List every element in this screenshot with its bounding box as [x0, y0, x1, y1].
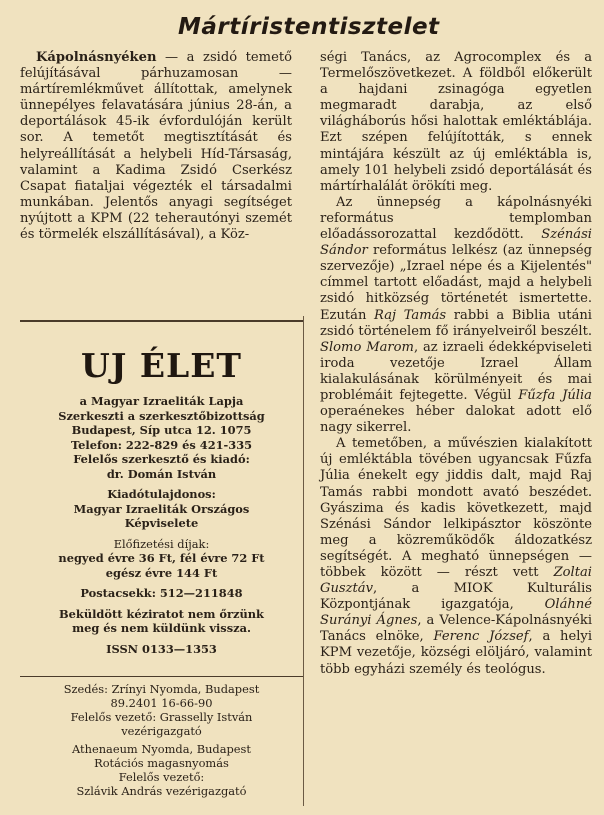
column-divider [303, 316, 304, 806]
newspaper-logo: UJ ÉLET [81, 346, 242, 385]
masthead-notice: meg és nem küldünk vissza. [72, 621, 251, 635]
masthead-line: Előfizetési díjak: [113, 536, 210, 551]
article-text: , a MIOK Kulturális Központjának igazgatója, [320, 581, 592, 613]
person-name: Ferenc József [433, 629, 529, 645]
masthead-prices: negyed évre 36 Ft, fél évre 72 Ft [58, 551, 265, 565]
article-text: rabbi a Biblia utáni zsidó történelem fő irányelveiről beszélt. [320, 307, 592, 339]
person-name: Fűzfa Júlia [518, 387, 592, 403]
person-name: Slomo Marom [320, 339, 414, 355]
imprint-line: Rotációs magasnyomás [94, 756, 229, 770]
masthead-notice: Beküldött kéziratot nem őrzünk [59, 606, 264, 621]
masthead-box [20, 330, 303, 656]
masthead-line: Felelős szerkesztő és kiadó: [73, 452, 250, 466]
article-headline: Mártíristentisztelet [178, 14, 440, 40]
masthead-line: Magyar Izraeliták Országos [73, 501, 250, 516]
article-text: , az izraeli édekképviseleti iroda vezetője Izrael Állam kialakulásának körülményeit és mai problémáit fejtegette. Végül [320, 339, 592, 403]
imprint-line: Felelős vezető: [118, 770, 205, 784]
imprint-line: Felelős vezető: Grasselly István [70, 710, 253, 724]
article-paragraph [320, 436, 592, 677]
masthead-subtitle: a Magyar Izraeliták Lapja [79, 394, 244, 408]
imprint-line: 89.2401 16-66-90 [110, 696, 213, 710]
imprint-line: Szlávik András vezérigazgató [76, 784, 247, 798]
article-lead-word: Kápolnásnyéken [36, 50, 157, 65]
person-name: Raj Tamás [374, 307, 447, 323]
article-paragraph: ségi Tanács, az Agrocomplex és a Termelőszövetkezet. A földből előkerült a hajdani zsinagóga egyetlen megmaradt darabja, az első világháborús hősi halottak emléktáblája. Ezt szépen felújították, s ennek mintájára készült az új emléktábla is, amely 101 helybeli zsidó deportálását és mártírhalálát örökíti meg. [320, 50, 592, 194]
article-text: Az ünnepség a kápolnásnyéki református templomban előadássorozattal kezdődött. [320, 194, 592, 243]
person-name: Szénási Sándor [320, 227, 592, 259]
masthead-line: Kiadótulajdonos: [107, 487, 216, 501]
article-text: operaénekes héber dalokat adott elő nagy sikerrel. [320, 404, 592, 436]
masthead-phone: Telefon: 222-829 és 421-335 [70, 437, 253, 452]
article-text: református lelkész (az ünnepség szervezője) „Izrael népe és a Kijelentés" címmel tartott előadást, majd a helybeli zsidó hitközség történetét ismertette. Ezután [320, 243, 592, 323]
person-name: Oláhné Surányi Ágnes [320, 597, 592, 629]
masthead-line: Szerkeszti a szerkesztőbizottság [58, 408, 265, 423]
masthead-editor: dr. Domán István [106, 466, 217, 481]
article-right-column [320, 50, 592, 678]
footer-rule [20, 676, 303, 677]
article-paragraph [20, 50, 292, 243]
masthead-issn: ISSN 0133—1353 [106, 641, 217, 656]
article-left-column [20, 50, 292, 243]
masthead-top-rule [20, 320, 303, 322]
article-text: , a Velence-Kápolnásnyéki Tanács elnöke, [320, 613, 593, 645]
article-text: — a zsidó temető felújításával párhuzamosan — mártíremlékművet állítottak, amelynek ünnepélyes felavatására június 28-án, a deportálások 45-ik évfordulóján került sor. A temetőt megtisztítását és helyreállítását a helybeli Híd-Társaság, valamint a Kadima Zsidó Cserkész Csapat fiataljai végezték el társadalmi munkában. Jelentős anyagi segítséget nyújtott a KPM (22 teherautónyi szemét és törmelék elszállításával), a Köz- [20, 50, 292, 243]
masthead-prices: egész évre 144 Ft [105, 565, 218, 580]
printer-imprint [20, 682, 303, 798]
masthead-postal: Postacsekk: 512—211848 [80, 586, 243, 600]
masthead-address: Budapest, Síp utca 12. 1075 [71, 423, 252, 437]
person-name: Zoltai Gusztáv [320, 565, 592, 597]
masthead-line: Képviselete [124, 516, 199, 530]
article-paragraph [320, 195, 592, 436]
imprint-line: Athenaeum Nyomda, Budapest [72, 742, 251, 756]
article-text: A temetőben, a művészien kialakított új emléktábla tövében ugyancsak Fűzfa Júlia énekelt egy jiddis dalt, majd Raj Tamás rabbi mondott avató beszédet. Gyászima és kadis következett, majd Szénási Sándor lelkipásztor köszönte meg a közreműködők áldozatkész segítségét. A megható ünnepségen — többek között — részt vett [320, 436, 592, 580]
imprint-line: vezérigazgató [121, 724, 202, 738]
imprint-line: Szedés: Zrínyi Nyomda, Budapest [63, 682, 260, 696]
article-text: , a helyi KPM vezetője, községi elöljáró, valamint több egyházi személy és teológus. [320, 629, 593, 677]
